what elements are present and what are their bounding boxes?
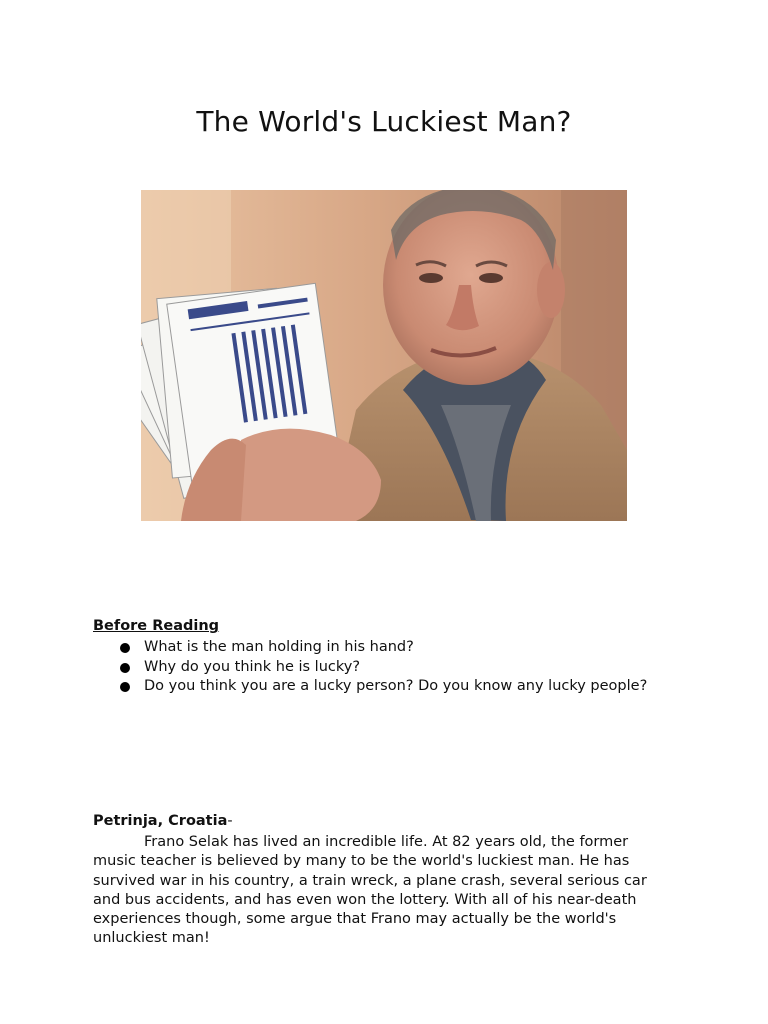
question-text: Why do you think he is lucky? xyxy=(144,658,361,675)
bullet-icon xyxy=(120,643,130,653)
page-title: The World's Luckiest Man? xyxy=(196,105,572,138)
question-text: What is the man holding in his hand? xyxy=(144,639,414,655)
list-item xyxy=(93,677,713,697)
before-reading-questions xyxy=(93,638,713,697)
dateline-location: Petrinja, Croatia xyxy=(93,813,228,829)
before-reading-heading: Before Reading xyxy=(93,618,220,634)
list-item xyxy=(93,658,713,678)
photo-man-holding-lottery-tickets xyxy=(141,190,627,521)
article-body: Frano Selak has lived an incredible life. At 82 years old, the former music teacher is believed by many to be the world's luckiest man. He has survived war in his country, a train wreck, a plane crash, several serious car and bus accidents, and has even won the lottery. With all of his near-death experiences though, some argue that Frano may actually be the world's unluckiest man! xyxy=(93,834,647,947)
question-text: Do you think you are a lucky person? Do you know any lucky people? xyxy=(144,678,648,694)
bullet-icon xyxy=(120,663,130,673)
article-dateline xyxy=(93,813,233,829)
bullet-icon xyxy=(120,682,130,692)
list-item xyxy=(93,638,713,658)
dateline-dash: - xyxy=(227,813,233,829)
